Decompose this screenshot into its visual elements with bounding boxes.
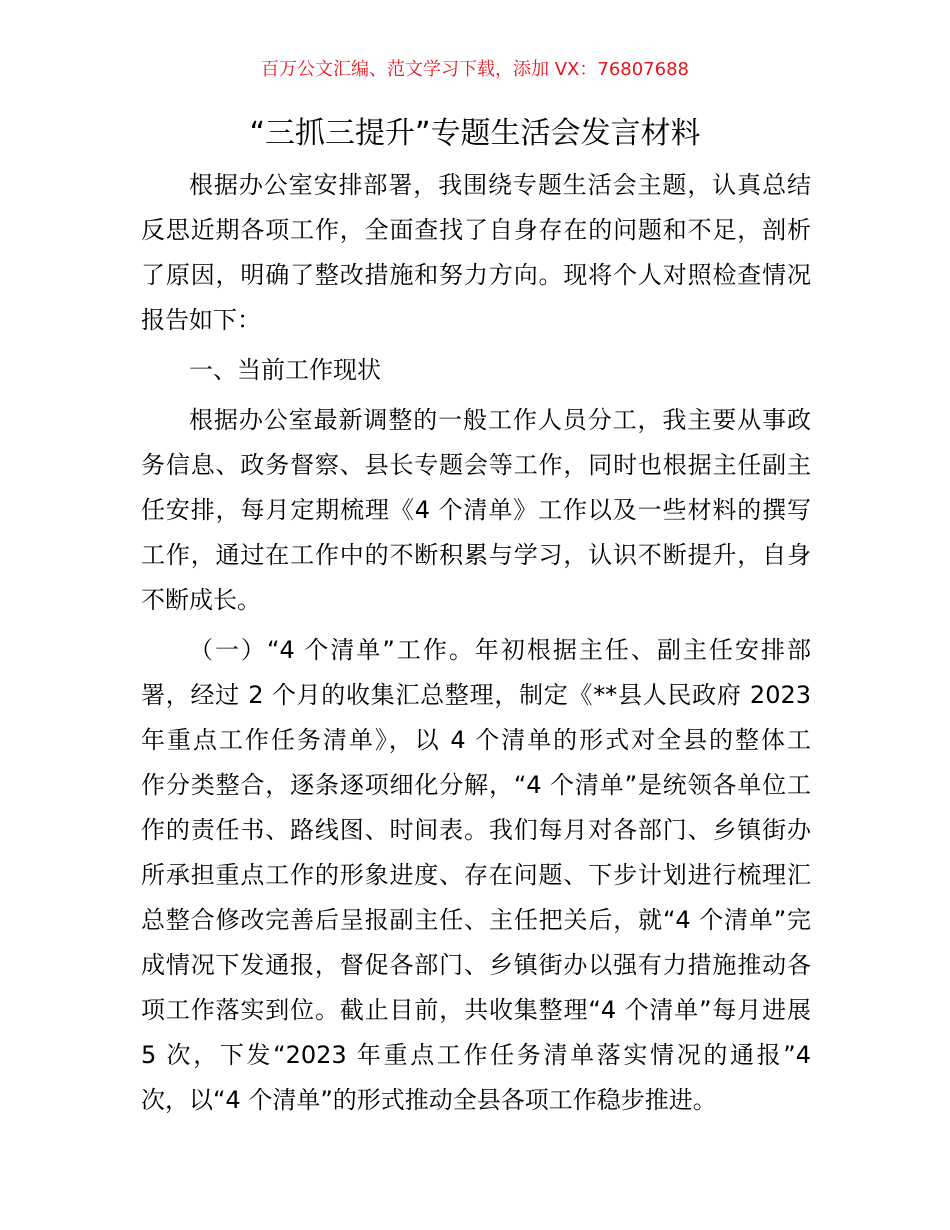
text-line: 根据办公室最新调整的一般工作人员分工，我主要从事政 [189, 406, 811, 434]
text-line: 了原因，明确了整改措施和努力方向。现将个人对照检查情况 [141, 261, 811, 289]
text-line: 总整合修改完善后呈报副主任、主任把关后，就“4 个清单”完 [141, 906, 811, 934]
text-line: 务信息、政务督察、县长专题会等工作，同时也根据主任副主 [141, 451, 811, 479]
text-line: 工作，通过在工作中的不断积累与学习，认识不断提升，自身 [141, 541, 811, 569]
text-line: 次，以“4 个清单”的形式推动全县各项工作稳步推进。 [141, 1086, 717, 1114]
document-title: “三抓三提升”专题生活会发言材料 [249, 116, 701, 151]
text-line: 所承担重点工作的形象进度、存在问题、下步计划进行梳理汇 [141, 861, 811, 889]
text-line: 作的责任书、路线图、时间表。我们每月对各部门、乡镇街办 [141, 816, 811, 844]
text-line: （一）“4 个清单”工作。年初根据主任、副主任安排部 [189, 636, 811, 664]
text-line: 成情况下发通报，督促各部门、乡镇街办以强有力措施推动各 [141, 951, 811, 979]
paragraph [141, 163, 811, 343]
text-line: 项工作落实到位。截止目前，共收集整理“4 个清单”每月进展 [141, 996, 811, 1024]
watermark-header: 百万公文汇编、范文学习下载，添加 VX：76807688 [261, 59, 689, 80]
text-line: 报告如下： [141, 306, 261, 334]
text-line: 署，经过 2 个月的收集汇总整理，制定《**县人民政府 2023 [141, 681, 811, 709]
text-line: 任安排，每月定期梳理《4 个清单》工作以及一些材料的撰写 [141, 496, 811, 524]
text-line: 5 次，下发“2023 年重点工作任务清单落实情况的通报”4 [141, 1041, 811, 1069]
paragraph [141, 628, 811, 1123]
text-line: 年重点工作任务清单》，以 4 个清单的形式对全县的整体工 [141, 726, 811, 754]
document-body [141, 163, 811, 1128]
text-line: 一、当前工作现状 [189, 356, 381, 384]
text-line: 反思近期各项工作，全面查找了自身存在的问题和不足，剖析 [141, 216, 811, 244]
paragraph [141, 398, 811, 623]
text-line: 不断成长。 [141, 586, 261, 614]
text-line: 作分类整合，逐条逐项细化分解，“4 个清单”是统领各单位工 [141, 771, 811, 799]
text-line: 根据办公室安排部署，我围绕专题生活会主题，认真总结 [189, 171, 811, 199]
section-heading [141, 348, 811, 393]
